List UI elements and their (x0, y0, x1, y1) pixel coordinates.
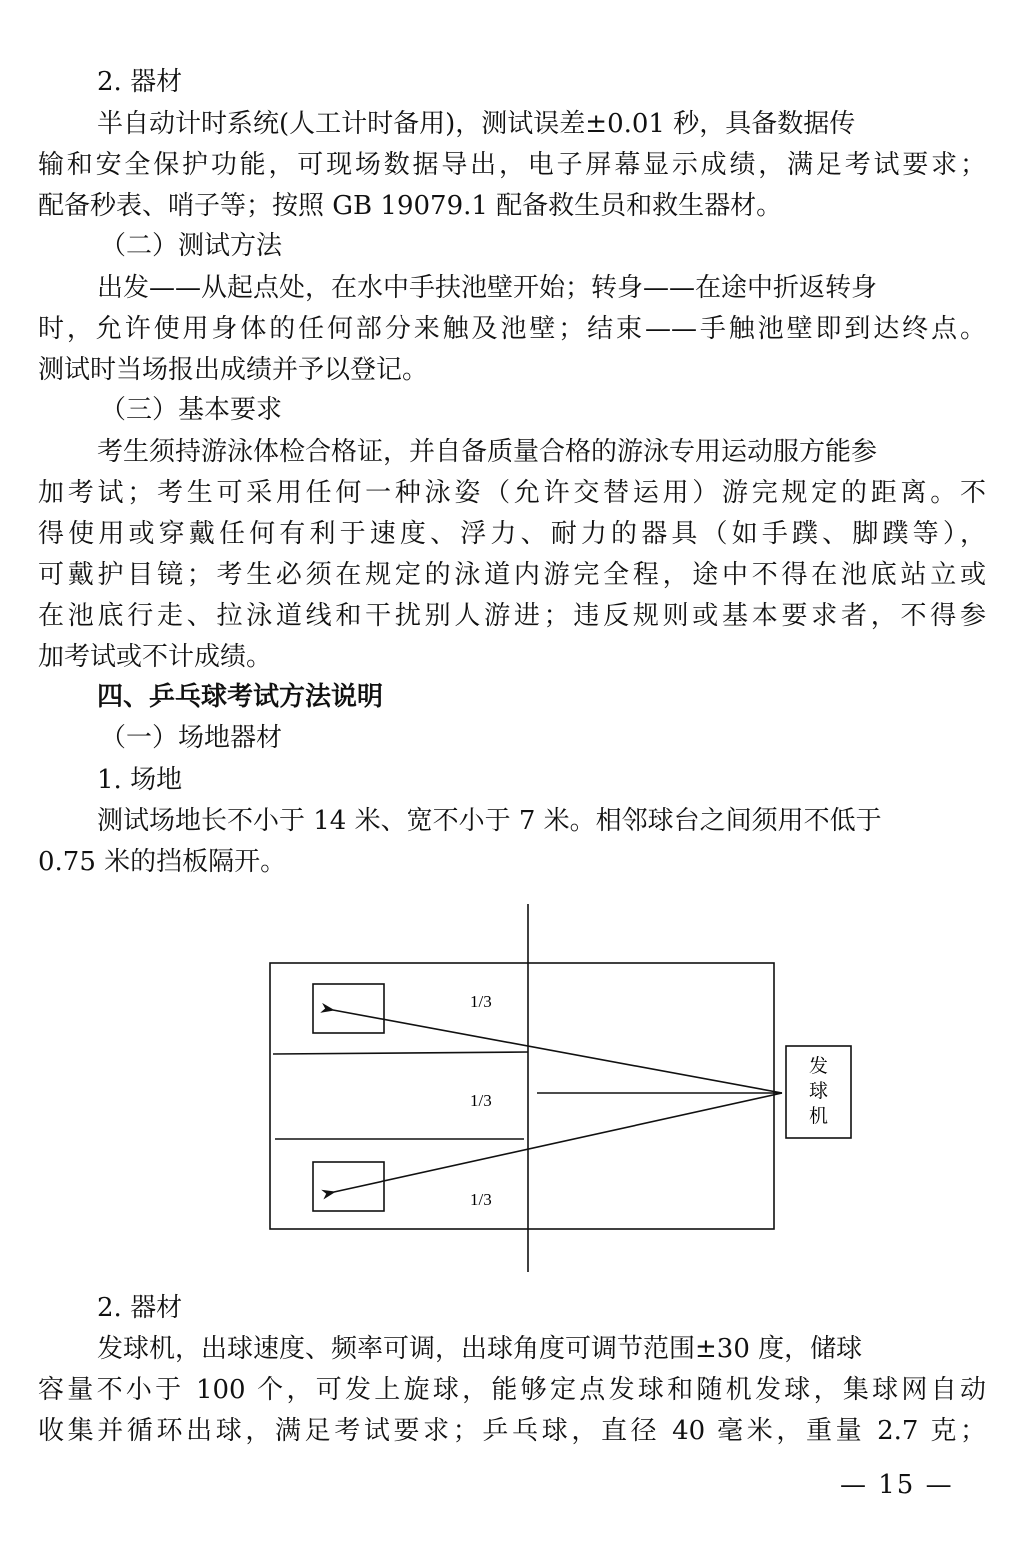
chapter-heading-pingpong: 四、乒乓球考试方法说明 (97, 682, 384, 712)
paragraph-line: 加考试或不计成绩。 (38, 642, 273, 672)
target-box-top (313, 984, 384, 1033)
paragraph-line: 得使用或穿戴任何有利于速度、浮力、耐力的器具（如手蹼、脚蹼等）， (38, 519, 986, 549)
section-heading-equipment: 2. 器材 (97, 67, 183, 97)
paragraph-line: 发球机，出球速度、频率可调，出球角度可调节范围±30 度，储球 (97, 1334, 863, 1364)
section-heading-test-method: （二）测试方法 (100, 231, 283, 261)
paragraph-line: 测试时当场报出成绩并予以登记。 (38, 355, 429, 385)
paragraph-line: 考生须持游泳体检合格证，并自备质量合格的游泳专用运动服方能参 (97, 437, 878, 467)
zone-label-top: 1/3 (470, 992, 492, 1011)
paragraph-line: 输和安全保护功能，可现场数据导出，电子屏幕显示成绩，满足考试要求； (38, 150, 986, 180)
zone-label-bottom: 1/3 (470, 1190, 492, 1209)
zone-divider (273, 1052, 528, 1054)
machine-label: 发 (809, 1055, 829, 1077)
target-box-bottom (313, 1162, 384, 1211)
paragraph-line: 可戴护目镜；考生必须在规定的泳道内游完全程，途中不得在池底站立或 (38, 560, 986, 590)
paragraph-line: 测试场地长不小于 14 米、宽不小于 7 米。相邻球台之间须用不低于 (97, 806, 882, 836)
paragraph-line: 半自动计时系统(人工计时备用)，测试误差±0.01 秒，具备数据传 (97, 109, 856, 139)
page-number: — 15 — (840, 1470, 954, 1500)
paragraph-line: 加考试；考生可采用任何一种泳姿（允许交替运用）游完规定的距离。不 (38, 478, 986, 508)
paragraph-line: 出发——从起点处，在水中手扶池壁开始；转身——在途中折返转身 (97, 273, 878, 303)
paragraph-line: 配备秒表、哨子等；按照 GB 19079.1 配备救生员和救生器材。 (38, 191, 783, 221)
machine-label: 机 (809, 1105, 829, 1127)
paragraph-line: 时，允许使用身体的任何部分来触及池壁；结束——手触池壁即到达终点。 (38, 314, 986, 344)
paragraph-line: 0.75 米的挡板隔开。 (38, 847, 287, 877)
paragraph-line: 收集并循环出球，满足考试要求；乒乓球，直径 40 毫米，重量 2.7 克； (38, 1416, 986, 1446)
section-heading-equipment: 2. 器材 (97, 1293, 183, 1323)
section-heading-requirements: （三）基本要求 (100, 395, 283, 425)
paragraph-line: 容量不小于 100 个，可发上旋球，能够定点发球和随机发球，集球网自动 (38, 1375, 986, 1405)
section-heading-venue: 1. 场地 (97, 765, 183, 795)
serve-arrow-bottom (334, 1093, 782, 1192)
machine-label: 球 (809, 1080, 829, 1102)
serve-arrow-top (333, 1010, 782, 1093)
section-heading-venue-equipment: （一）场地器材 (100, 723, 283, 753)
zone-label-middle: 1/3 (470, 1091, 492, 1110)
paragraph-line: 在池底行走、拉泳道线和干扰别人游进；违反规则或基本要求者，不得参 (38, 601, 986, 631)
